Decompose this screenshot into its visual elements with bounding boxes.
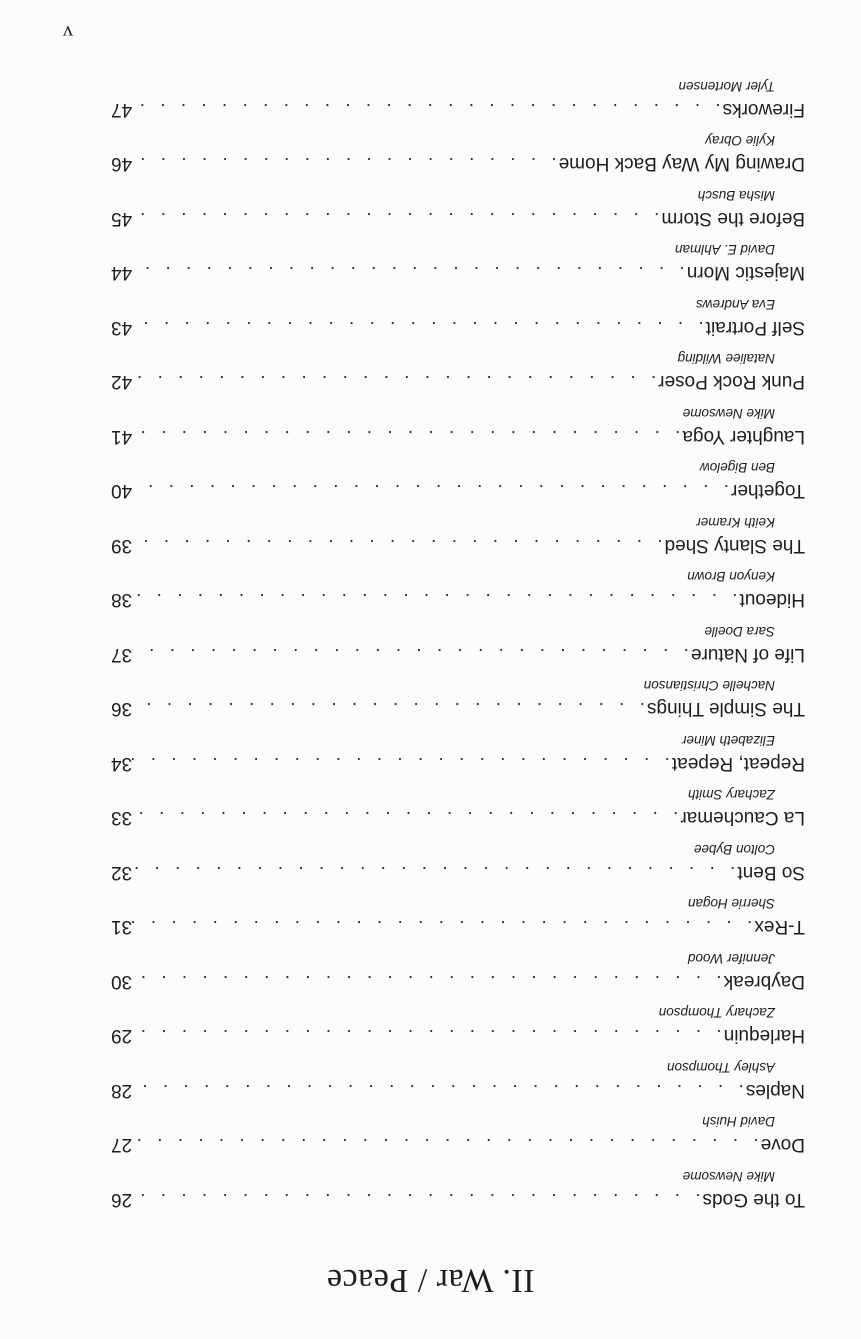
- entry-title: Daybreak: [723, 971, 805, 992]
- entry-page-number: 44: [111, 262, 133, 284]
- entry-title: The Slanty Shed: [664, 535, 805, 556]
- dot-leader: [132, 261, 687, 285]
- toc-entry: [111, 1157, 805, 1212]
- toc-entry: [111, 1048, 805, 1103]
- entry-author: Elizabeth Miner: [681, 733, 775, 748]
- section-title: II. War / Peace: [326, 1262, 535, 1299]
- toc-entry-line: [111, 315, 805, 339]
- dot-leader: [132, 315, 706, 339]
- toc-entry-line: [111, 1133, 805, 1157]
- toc-entry-line: [111, 588, 805, 612]
- entry-page-number: 45: [111, 208, 133, 229]
- entry-title: So Bent: [737, 862, 805, 883]
- toc-entry-line: [111, 479, 805, 503]
- dot-leader: [132, 479, 731, 503]
- entry-author: Sherrie Hogan: [687, 896, 775, 912]
- entry-title: Majestic Morn: [686, 262, 805, 284]
- entry-page-number: 33: [111, 807, 133, 829]
- toc-entry-line: [111, 1078, 805, 1102]
- entry-page-number: 46: [111, 153, 133, 175]
- entry-page-number: 26: [111, 1189, 133, 1210]
- dot-leader: [132, 751, 672, 775]
- entry-page-number: 28: [111, 1080, 133, 1101]
- toc-entry-line: [111, 97, 805, 121]
- page-number: v: [63, 21, 73, 43]
- toc-entry: [111, 557, 805, 612]
- entry-title: Laughter Yoga: [682, 426, 805, 447]
- entry-author: Mike Newsome: [682, 406, 775, 421]
- toc-entry-line: [111, 969, 805, 993]
- dot-leader: [132, 152, 559, 176]
- entry-title: Naples: [745, 1080, 805, 1101]
- entry-title: Hideout: [739, 589, 805, 611]
- entry-page-number: 41: [111, 426, 133, 447]
- entry-page-number: 39: [111, 535, 133, 556]
- entry-author: Misha Busch: [697, 188, 775, 203]
- dot-leader: [132, 1024, 724, 1048]
- dot-leader: [132, 1187, 702, 1211]
- entry-title: Drawing My Way Back Home: [558, 153, 805, 175]
- entry-author: Tyler Mortensen: [678, 79, 775, 94]
- toc-entry: [111, 721, 805, 776]
- toc-entry: [111, 666, 805, 721]
- entry-author: David Huish: [702, 1114, 775, 1130]
- entry-author: Keith Kramer: [696, 515, 775, 530]
- toc-entry: [111, 339, 805, 394]
- entry-author: Nataliee Wilding: [677, 351, 775, 367]
- toc-entry-line: [111, 370, 805, 394]
- entry-title: Before the Storm: [661, 208, 805, 229]
- entry-title: Punk Rock Poser: [658, 371, 805, 393]
- entry-title: To the Gods: [702, 1189, 805, 1210]
- toc-entry-line: [111, 1024, 805, 1048]
- entry-title: T-Rex: [754, 916, 805, 938]
- toc-entry-line: [111, 642, 805, 666]
- toc-entry: [111, 121, 805, 176]
- dot-leader: [132, 806, 680, 830]
- toc-entry: [111, 176, 805, 231]
- entry-page-number: 31: [111, 916, 133, 938]
- entry-author: Mike Newsome: [682, 1169, 775, 1184]
- entry-author: David E. Ahlman: [674, 242, 775, 258]
- entry-title: La Cauchemar: [680, 807, 805, 829]
- entry-title: The Simple Things: [646, 698, 805, 720]
- entry-page-number: 43: [111, 317, 133, 338]
- entry-author: Jennifer Wood: [687, 951, 775, 966]
- entry-page-number: 27: [111, 1134, 133, 1156]
- entry-page-number: 30: [111, 971, 133, 992]
- dot-leader: [132, 424, 682, 448]
- entry-page-number: 32: [111, 862, 133, 883]
- dot-leader: [132, 697, 647, 721]
- entry-page-number: 38: [111, 589, 133, 611]
- dot-leader: [132, 969, 724, 993]
- toc-entry-line: [111, 915, 805, 939]
- entry-author: Colton Bybee: [693, 842, 775, 857]
- dot-leader: [132, 206, 661, 230]
- toc-entry: [111, 503, 805, 558]
- dot-leader: [132, 915, 754, 939]
- entry-page-number: 34: [111, 753, 133, 774]
- toc-entry-line: [111, 806, 805, 830]
- entry-author: Sara Doelle: [704, 624, 775, 639]
- dot-leader: [132, 97, 723, 121]
- entry-author: Ashley Thompson: [666, 1060, 775, 1075]
- toc-entry: [111, 884, 805, 939]
- entry-page-number: 37: [111, 644, 133, 665]
- toc-entry-line: [111, 533, 805, 557]
- entry-page-number: 29: [111, 1025, 133, 1047]
- toc-entry: [111, 612, 805, 667]
- toc-entry-line: [111, 261, 805, 285]
- toc-entry: [111, 67, 805, 122]
- entry-title: Repeat, Repeat: [671, 753, 805, 774]
- entry-title: Self Portrait: [705, 317, 805, 338]
- entry-page-number: 42: [111, 371, 133, 393]
- toc-entry: [111, 394, 805, 449]
- entry-page-number: 36: [111, 698, 133, 720]
- toc-entry: [111, 448, 805, 503]
- entry-author: Nachelle Christianson: [643, 678, 775, 694]
- dot-leader: [132, 1078, 746, 1102]
- toc-entry-line: [111, 697, 805, 721]
- entry-title: Harlequin: [723, 1025, 805, 1047]
- entry-title: Dove: [760, 1134, 805, 1156]
- entry-title: Fireworks: [722, 99, 805, 120]
- toc-entry: [111, 1102, 805, 1157]
- toc-entry: [111, 993, 805, 1048]
- toc-entry: [111, 775, 805, 830]
- entry-page-number: 40: [111, 480, 133, 502]
- entry-author: Kenyon Brown: [687, 569, 775, 585]
- entry-author: Kylie Obray: [705, 133, 775, 149]
- toc-entry: [111, 939, 805, 994]
- entry-title: Together: [731, 480, 805, 502]
- entry-title: Life of Nature: [690, 644, 805, 665]
- dot-leader: [132, 642, 691, 666]
- toc-entry: [111, 285, 805, 340]
- dot-leader: [132, 1133, 761, 1157]
- toc-entry-line: [111, 424, 805, 448]
- toc-entry-line: [111, 751, 805, 775]
- toc-entry-line: [111, 860, 805, 884]
- dot-leader: [132, 860, 737, 884]
- toc-entry-line: [111, 152, 805, 176]
- toc-entry: [111, 230, 805, 285]
- toc-entry-line: [111, 1187, 805, 1211]
- toc-entry: [111, 830, 805, 885]
- toc-entry-line: [111, 206, 805, 230]
- table-of-contents: [111, 67, 805, 1212]
- entry-author: Eva Andrews: [695, 297, 775, 312]
- dot-leader: [132, 370, 658, 394]
- entry-author: Zachary Smith: [687, 787, 775, 803]
- entry-author: Ben Bigelow: [699, 460, 775, 476]
- dot-leader: [132, 533, 664, 557]
- entry-author: Zachary Thompson: [658, 1005, 775, 1021]
- entry-page-number: 47: [111, 99, 133, 120]
- dot-leader: [132, 588, 739, 612]
